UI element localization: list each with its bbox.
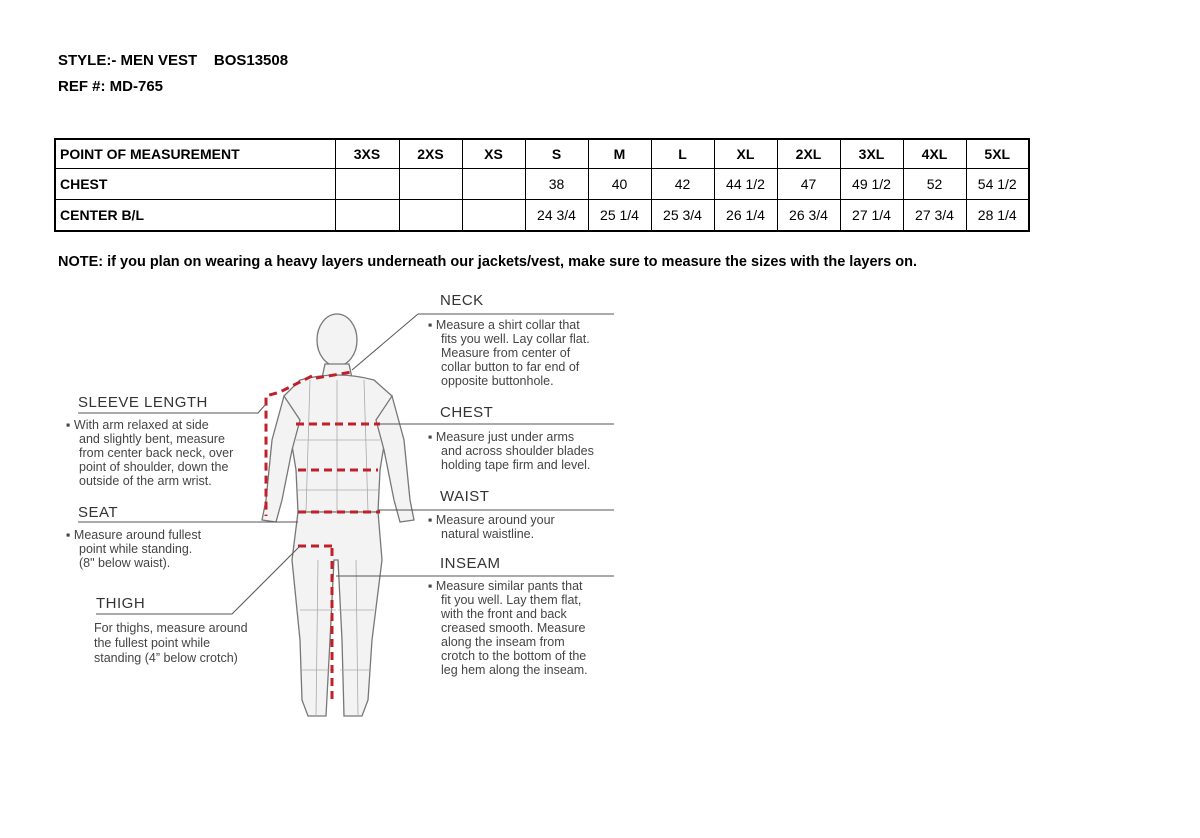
row-label: CENTER B/L bbox=[55, 200, 335, 232]
table-cell: 42 bbox=[651, 169, 714, 200]
column-header-size: S bbox=[525, 139, 588, 169]
column-header-size: XS bbox=[462, 139, 525, 169]
table-cell: 40 bbox=[588, 169, 651, 200]
seat-text: ▪ Measure around fullest point while standing. (8" below waist). bbox=[66, 528, 202, 570]
table-cell: 27 1/4 bbox=[840, 200, 903, 232]
style-label: STYLE:- MEN VEST bbox=[58, 52, 198, 69]
row-label: CHEST bbox=[55, 169, 335, 200]
table-cell: 26 1/4 bbox=[714, 200, 777, 232]
column-header-size: 2XL bbox=[777, 139, 840, 169]
inseam-text: ▪ Measure similar pants that fit you well. Lay them flat, with the front and back creased smooth. Measure along the inseam from crotch to the bottom of the leg hem along the inseam. bbox=[428, 579, 588, 677]
column-header-size: M bbox=[588, 139, 651, 169]
column-header-size: XL bbox=[714, 139, 777, 169]
inseam-title: INSEAM bbox=[440, 555, 501, 572]
table-cell: 28 1/4 bbox=[966, 200, 1029, 232]
table-cell: 47 bbox=[777, 169, 840, 200]
neck-text: ▪ Measure a shirt collar that fits you well. Lay collar flat. Measure from center of collar button to far end of opposite buttonhole. bbox=[428, 318, 590, 388]
table-cell: 26 3/4 bbox=[777, 200, 840, 232]
table-cell: 25 3/4 bbox=[651, 200, 714, 232]
table-cell: 49 1/2 bbox=[840, 169, 903, 200]
seat-title: SEAT bbox=[78, 504, 119, 521]
column-header-size: 3XS bbox=[335, 139, 399, 169]
chest-title: CHEST bbox=[440, 404, 494, 421]
column-header-size: 4XL bbox=[903, 139, 966, 169]
human-figure bbox=[262, 314, 414, 716]
table-cell: 24 3/4 bbox=[525, 200, 588, 232]
column-header-size: 5XL bbox=[966, 139, 1029, 169]
waist-title: WAIST bbox=[440, 488, 490, 505]
waist-text: ▪ Measure around your natural waistline. bbox=[428, 513, 555, 541]
sleeve-length-text: ▪ With arm relaxed at side and slightly bent, measure from center back neck, over point of shoulder, down the outside of the arm wrist. bbox=[66, 418, 234, 488]
column-header-size: 2XS bbox=[399, 139, 462, 169]
sizing-note: NOTE: if you plan on wearing a heavy layers underneath our jackets/vest, make sure to measure the sizes with the layers on. bbox=[58, 254, 918, 270]
thigh-text: For thighs, measure around the fullest point while standing (4” below crotch) bbox=[94, 621, 248, 665]
table-cell: 52 bbox=[903, 169, 966, 200]
sleeve-length-title: SLEEVE LENGTH bbox=[78, 394, 208, 411]
chest-text: ▪ Measure just under arms and across shoulder blades holding tape firm and level. bbox=[428, 430, 594, 472]
thigh-title: THIGH bbox=[96, 595, 146, 612]
column-header-size: L bbox=[651, 139, 714, 169]
neck-title: NECK bbox=[440, 292, 484, 309]
table-cell: 38 bbox=[525, 169, 588, 200]
table-cell: 27 3/4 bbox=[903, 200, 966, 232]
column-header-point: POINT OF MEASUREMENT bbox=[55, 139, 335, 169]
table-cell: 44 1/2 bbox=[714, 169, 777, 200]
ref-number: REF #: MD-765 bbox=[58, 78, 164, 95]
table-cell: 54 1/2 bbox=[966, 169, 1029, 200]
table-cell: 25 1/4 bbox=[588, 200, 651, 232]
style-code: BOS13508 bbox=[213, 52, 289, 69]
column-header-size: 3XL bbox=[840, 139, 903, 169]
